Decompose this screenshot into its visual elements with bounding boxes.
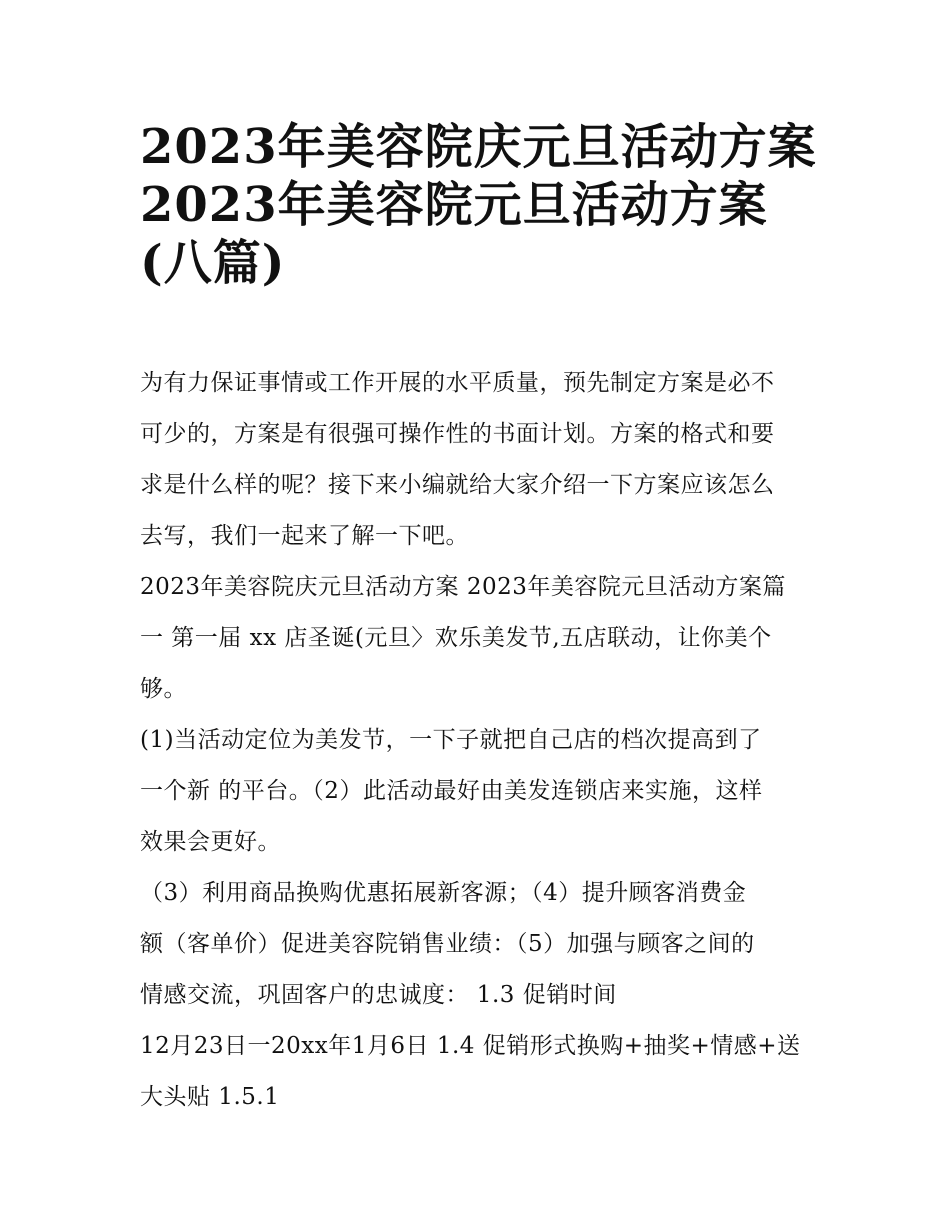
title-line-1: 2023年美容院庆元旦活动方案 [140, 119, 817, 175]
paragraph-point-3-5 [140, 868, 820, 1021]
text-line: （3）利用商品换购优惠拓展新客源；（4）提升顾客消费金 [140, 880, 747, 906]
text-line: 效果会更好。 [140, 829, 281, 855]
text-line: (1)当活动定位为美发节，一下子就把自己店的档次提高到了 [140, 727, 762, 753]
title-line-2: 2023年美容院元旦活动方案 [140, 177, 768, 233]
paragraph-intro [140, 358, 820, 562]
text-line: 一个新 的平台。（2）此活动最好由美发连锁店来实施，这样 [140, 778, 763, 804]
text-line: 求是什么样的呢？接下来小编就给大家介绍一下方案应该怎么 [140, 472, 775, 498]
text-line: 可少的，方案是有很强可操作性的书面计划。方案的格式和要 [140, 421, 775, 447]
text-line: 去写，我们一起来了解一下吧。 [140, 523, 469, 549]
text-line: 额（客单价）促进美容院销售业绩：（5）加强与顾客之间的 [140, 931, 755, 957]
text-line: 2023年美容院庆元旦活动方案 2023年美容院元旦活动方案篇 [140, 574, 786, 600]
paragraph-heading [140, 562, 820, 715]
text-line: 一 第一届 xx 店圣诞(元旦〉欢乐美发节,五店联动，让你美个 [140, 625, 772, 651]
text-line: 大头贴 1.5.1 [140, 1084, 280, 1110]
document-title [140, 118, 830, 292]
paragraph-promo-period [140, 1021, 820, 1123]
paragraph-point-1-2 [140, 715, 820, 868]
document-body [140, 358, 820, 1123]
text-line: 够。 [140, 676, 187, 702]
text-line: 12月23日一20xx年1月6日 1.4 促销形式换购+抽奖+情感+送 [140, 1033, 801, 1059]
text-line: 为有力保证事情或工作开展的水平质量，预先制定方案是必不 [140, 370, 775, 396]
text-line: 情感交流，巩固客户的忠诚度： 1.3 促销时间 [140, 982, 617, 1008]
title-line-3: (八篇) [140, 235, 286, 291]
